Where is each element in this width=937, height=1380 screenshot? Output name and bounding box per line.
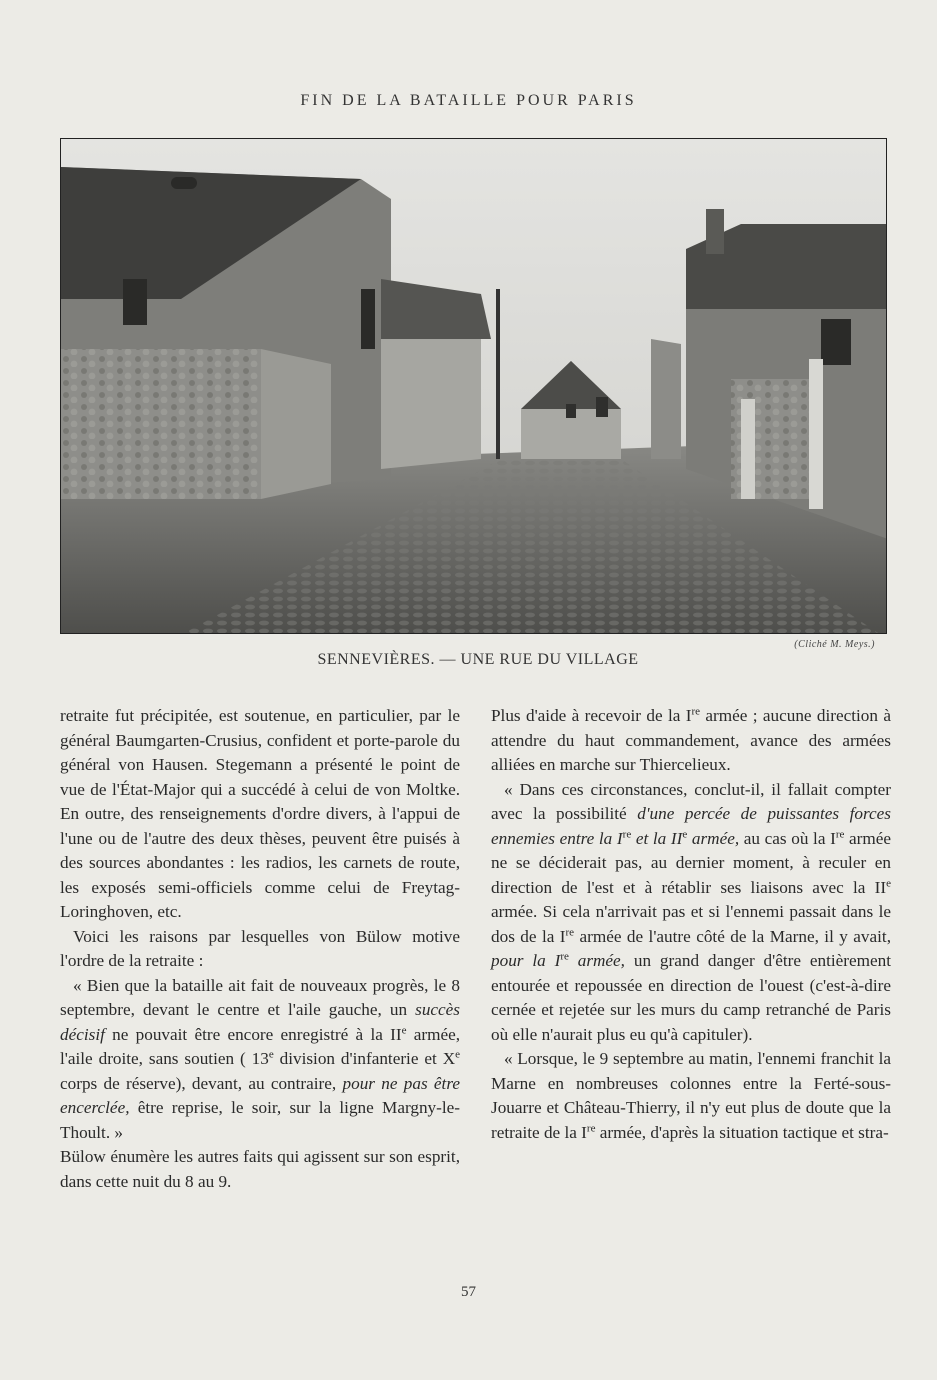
text-run: armée ne se déciderait pas, au dernier moment, à reculer en direction de l'est et à rétablir ses liaisons avec la II — [491, 828, 891, 897]
running-head: FIN DE LA BATAILLE POUR PARIS — [300, 92, 637, 109]
superscript: e — [455, 1048, 460, 1061]
text-run: armée ; aucune direction à attendre du haut commandement, avance des armées alliées en marche sur Thiercelieux. — [491, 706, 891, 774]
text-run: armée, d'après la situation tactique et stra- — [595, 1122, 889, 1142]
superscript: e — [401, 1023, 407, 1036]
italic-run: pour la I — [491, 951, 561, 970]
superscript: re — [691, 705, 700, 718]
text-run: armée de l'autre côté de la Marne, il y avait, — [574, 926, 892, 946]
italic-run: pour ne pas être encerclée, — [60, 1073, 461, 1117]
italic-run: armée, — [568, 951, 625, 970]
superscript: re — [586, 1121, 596, 1134]
village-street-photo — [60, 138, 887, 634]
superscript: re — [835, 827, 845, 840]
photo-credit: (Cliché M. Meys.) — [794, 639, 875, 650]
left-paragraph-4: Bülow énumère les autres faits qui agissent sur son esprit, dans cette nuit du 8 au 9. — [60, 1147, 460, 1191]
text-run: « Dans ces circonstances, conclut-il, il fallait compter avec la possibilité — [491, 779, 891, 823]
text-run: armée. Si cela n'arrivait pas et si l'ennemi passait dans le dos de la I — [491, 902, 891, 946]
left-column — [60, 704, 460, 1194]
text-run: au cas où la I — [739, 828, 836, 848]
superscript: re — [560, 950, 569, 963]
italic-run: et la II — [631, 828, 683, 848]
text-run: division d'infanterie et X — [273, 1049, 456, 1068]
superscript: e — [886, 876, 891, 889]
italic-run: armée, — [687, 828, 740, 848]
superscript: e — [268, 1048, 274, 1061]
superscript: e — [682, 827, 688, 840]
italic-run: succès décisif — [60, 1000, 460, 1044]
text-run: armée, l'aile droite, sans soutien ( 13 — [60, 1024, 460, 1068]
text-run: Plus d'aide à recevoir de la I — [491, 706, 692, 725]
text-run: un grand danger d'être entièrement entourée et repoussée en direction de l'ouest (c'est-à-dire cernée et rejetée sur les murs du camp retranché de Paris où elle n'aurait plus eu qu'à capituler). — [491, 951, 891, 1044]
italic-run: d'une percée de puissantes forces ennemies entre la I — [491, 804, 891, 848]
right-paragraph-2 — [491, 778, 891, 1048]
right-paragraph-3 — [491, 1047, 891, 1145]
right-column — [491, 704, 891, 1145]
page-number: 57 — [461, 1284, 476, 1300]
text-run: « Lorsque, le 9 septembre au matin, l'ennemi franchit la Marne en nombreuses colonnes entre la Ferté-sous-Jouarre et Château-Thierry, il n'y eut plus de doute que la retraite de la I — [491, 1049, 891, 1142]
left-paragraph-2: Voici les raisons par lesquelles von Bülow motive l'ordre de la retraite : — [60, 926, 460, 970]
text-run: être reprise, le soir, sur la ligne Margny-le-Thoult. » — [60, 1098, 460, 1142]
left-paragraph-1: retraite fut précipitée, est soutenue, en particulier, par le général Baumgarten-Crusius, confident et porte-parole du général von Hausen. Stegemann a présenté le point de vue de l'État-Major qui a succédé à celui de von Moltke. En outre, des renseignements d'ordre divers, à l'appui de l'une ou de l'autre des deux thèses, peuvent être puisés à des sources abondantes : les radios, les carnets de route, les exposés semi-officiels comme celui de Freytag-Loringhoven, etc. — [60, 706, 460, 921]
superscript: re — [565, 925, 575, 938]
text-run: « Bien que la bataille ait fait de nouveaux progrès, le 8 septembre, devant le centre et l'aile gauche, un — [60, 975, 460, 1019]
photo-caption: SENNEVIÈRES. — UNE RUE DU VILLAGE — [317, 651, 639, 668]
right-paragraph-1 — [491, 704, 891, 778]
text-run: ne pouvait être encore enregistré à la II — [104, 1024, 402, 1044]
left-paragraph-3 — [60, 974, 460, 1146]
superscript: re — [622, 827, 632, 840]
text-run: corps de réserve), devant, au contraire, — [60, 1073, 343, 1093]
